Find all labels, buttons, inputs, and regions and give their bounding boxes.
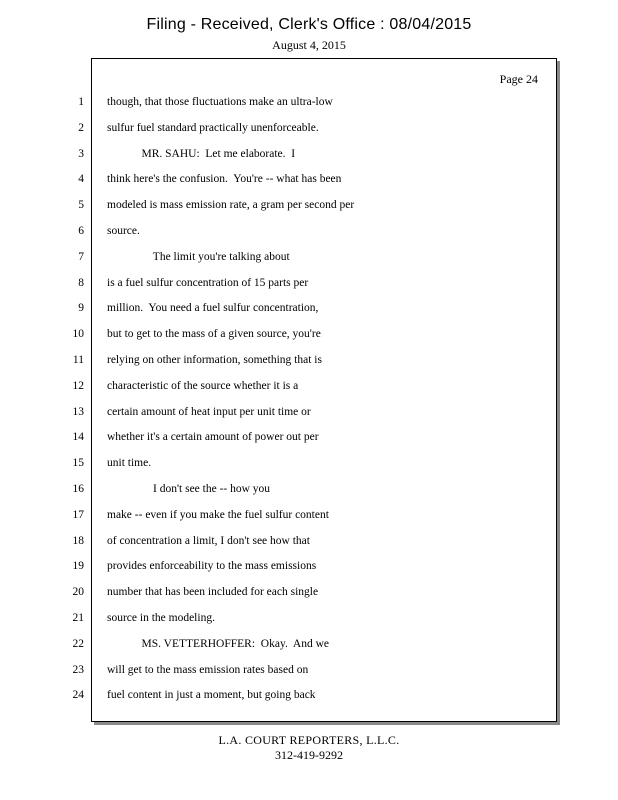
line-number: 22 bbox=[72, 637, 84, 650]
line-number: 19 bbox=[72, 560, 84, 573]
transcript-line: The limit you're talking about bbox=[107, 250, 290, 263]
line-number: 4 bbox=[78, 173, 84, 186]
line-number: 8 bbox=[78, 276, 84, 289]
filing-stamp: Filing - Received, Clerk's Office : 08/04/2015 bbox=[146, 16, 472, 33]
transcript-line: relying on other information, something that is bbox=[107, 353, 322, 366]
transcript-line: whether it's a certain amount of power out per bbox=[107, 431, 319, 444]
transcript-line: sulfur fuel standard practically unenforceable. bbox=[107, 121, 319, 134]
transcript-line: million. You need a fuel sulfur concentration, bbox=[107, 302, 319, 315]
line-number: 20 bbox=[72, 586, 84, 599]
transcript-line: make -- even if you make the fuel sulfur content bbox=[107, 508, 329, 521]
transcript-line: provides enforceability to the mass emissions bbox=[107, 560, 317, 573]
filing-date: August 4, 2015 bbox=[272, 38, 346, 52]
transcript-line: will get to the mass emission rates based on bbox=[107, 663, 309, 676]
transcript-line: modeled is mass emission rate, a gram per second per bbox=[107, 199, 355, 212]
transcript-text bbox=[107, 95, 547, 714]
line-number: 23 bbox=[72, 663, 84, 676]
page-number: Page 24 bbox=[499, 72, 538, 86]
transcript-line: is a fuel sulfur concentration of 15 parts per bbox=[107, 276, 309, 289]
transcript-line: unit time. bbox=[107, 457, 152, 470]
line-number: 14 bbox=[72, 431, 84, 444]
transcript-line: I don't see the -- how you bbox=[107, 482, 271, 495]
line-number: 5 bbox=[78, 199, 84, 212]
line-number: 11 bbox=[72, 353, 84, 366]
line-number: 9 bbox=[78, 302, 84, 315]
transcript-line: fuel content in just a moment, but going back bbox=[107, 689, 316, 702]
line-number: 1 bbox=[78, 96, 84, 108]
line-number: 24 bbox=[72, 689, 84, 702]
transcript-line: but to get to the mass of a given source, you're bbox=[107, 328, 321, 341]
line-number: 15 bbox=[72, 457, 84, 470]
line-number: 21 bbox=[72, 611, 84, 624]
transcript-line: of concentration a limit, I don't see how that bbox=[107, 534, 310, 547]
line-number-column bbox=[60, 95, 84, 714]
transcript-line: certain amount of heat input per unit time or bbox=[107, 405, 311, 418]
transcript-line: think here's the confusion. You're -- what has been bbox=[107, 173, 342, 186]
transcript-line: source in the modeling. bbox=[107, 611, 215, 624]
transcript-line: characteristic of the source whether it is a bbox=[107, 379, 299, 392]
line-number: 7 bbox=[78, 250, 84, 263]
transcript-line: though, that those fluctuations make an ultra-low bbox=[107, 96, 333, 108]
line-number: 17 bbox=[72, 508, 84, 521]
line-number: 3 bbox=[78, 147, 84, 160]
transcript-line: MR. SAHU: Let me elaborate. I bbox=[107, 147, 296, 160]
line-number: 10 bbox=[72, 328, 84, 341]
line-number: 18 bbox=[72, 534, 84, 547]
line-number: 2 bbox=[78, 121, 84, 134]
transcript-line: number that has been included for each single bbox=[107, 586, 319, 599]
transcript-line: MS. VETTERHOFFER: Okay. And we bbox=[107, 637, 330, 650]
court-reporter-phone: 312-419-9292 bbox=[275, 748, 343, 762]
line-number: 12 bbox=[72, 379, 84, 392]
line-number: 13 bbox=[72, 405, 84, 418]
court-reporter-name: L.A. COURT REPORTERS, L.L.C. bbox=[218, 733, 400, 747]
line-number: 16 bbox=[72, 482, 84, 495]
line-number: 6 bbox=[78, 224, 84, 237]
transcript-line: source. bbox=[107, 224, 140, 237]
